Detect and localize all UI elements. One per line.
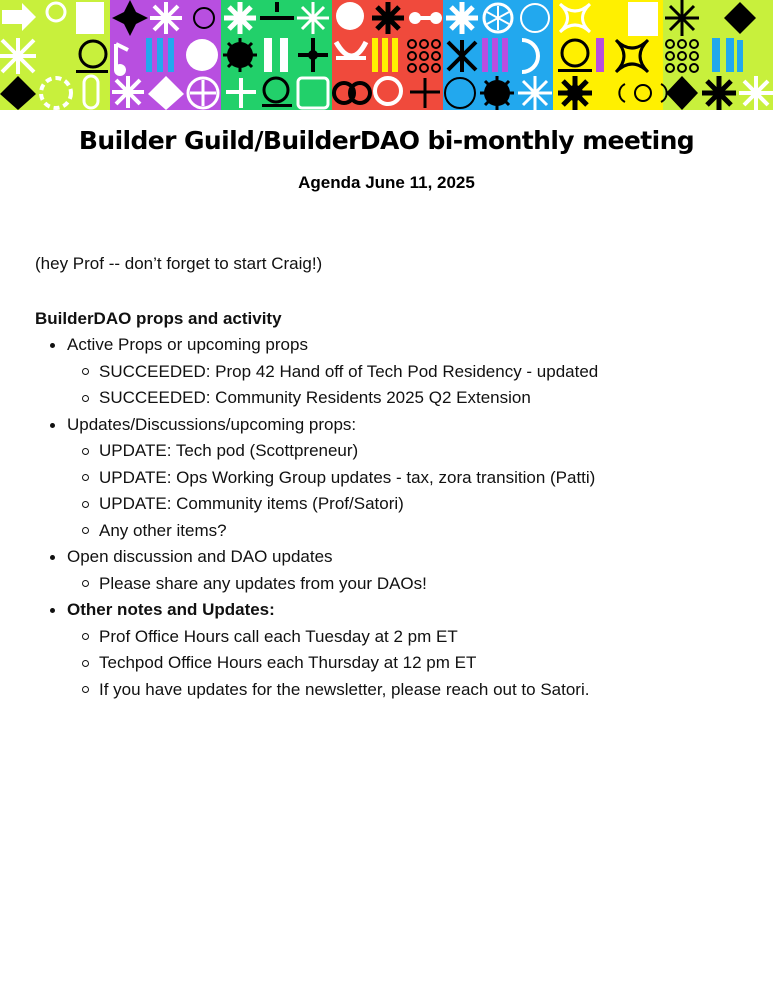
document-title: Builder Guild/BuilderDAO bi-monthly meeting <box>78 126 695 155</box>
sub-item: Please share any updates from your DAOs! <box>67 571 755 598</box>
decorative-pattern-graphic <box>0 0 773 110</box>
agenda-item <box>35 544 755 597</box>
sub-item: SUCCEEDED: Prop 42 Hand off of Tech Pod Residency - updated <box>67 359 755 386</box>
agenda-body <box>35 251 755 703</box>
sub-item: Prof Office Hours call each Tuesday at 2 pm ET <box>67 624 755 651</box>
reminder-note: (hey Prof -- don’t forget to start Craig!) <box>35 254 323 273</box>
sub-list <box>67 438 755 544</box>
sub-list <box>67 624 755 704</box>
agenda-list <box>35 597 755 703</box>
section-heading: BuilderDAO props and activity <box>35 308 282 328</box>
agenda-list <box>35 332 755 412</box>
sub-list <box>67 359 755 412</box>
agenda-item-label: Updates/Discussions/upcoming props: <box>67 414 357 434</box>
agenda-item-label: Active Props or upcoming props <box>67 335 308 354</box>
agenda-date: Agenda June 11, 2025 <box>298 173 475 192</box>
agenda-item-label: Other notes and Updates: <box>67 600 275 619</box>
sub-list <box>67 571 755 598</box>
sub-item: If you have updates for the newsletter, please reach out to Satori. <box>67 677 755 704</box>
agenda-item <box>35 597 755 703</box>
agenda-list <box>35 412 755 545</box>
sub-item: Any other items? <box>67 518 755 545</box>
agenda-item-label: Open discussion and DAO updates <box>67 547 333 566</box>
sub-item: UPDATE: Community items (Prof/Satori) <box>67 491 755 518</box>
sub-item: SUCCEEDED: Community Residents 2025 Q2 Extension <box>67 385 755 412</box>
sub-item: Techpod Office Hours each Thursday at 12 pm ET <box>67 650 755 677</box>
agenda-item <box>35 332 755 412</box>
sub-item: UPDATE: Tech pod (Scottpreneur) <box>67 438 755 465</box>
header-banner <box>0 0 773 110</box>
agenda-list <box>35 544 755 597</box>
agenda-item <box>35 412 755 545</box>
sub-item: UPDATE: Ops Working Group updates - tax, zora transition (Patti) <box>67 465 755 492</box>
